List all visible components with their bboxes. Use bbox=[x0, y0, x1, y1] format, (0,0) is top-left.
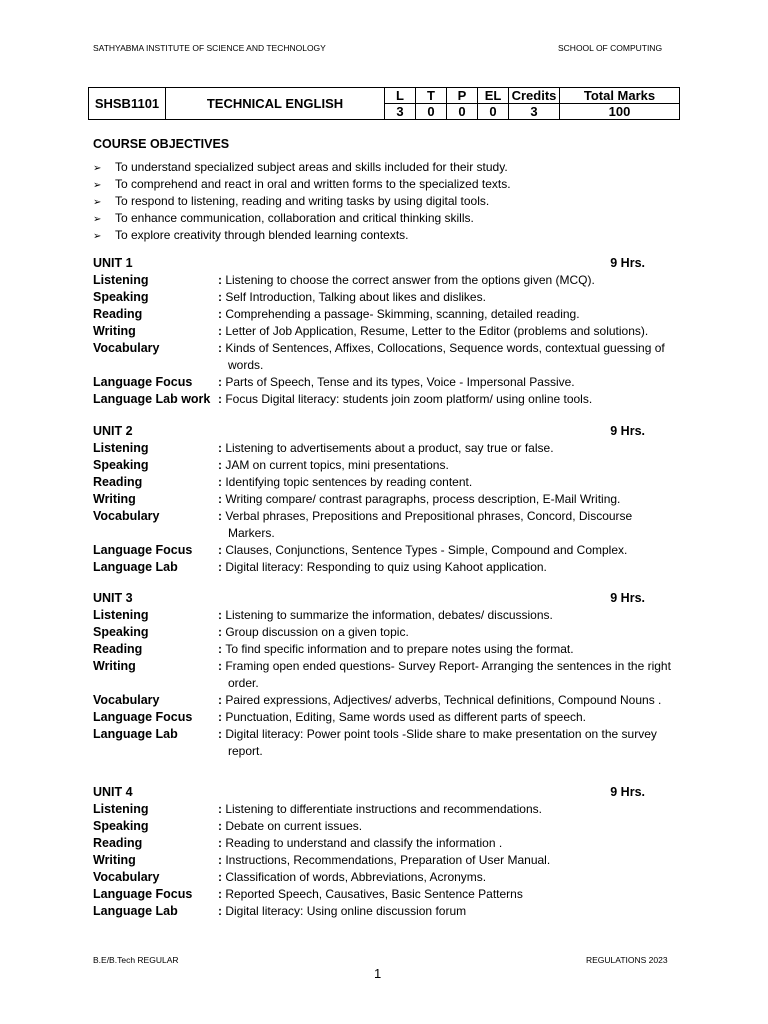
unit-row: Listening : Listening to advertisements about a product, say true or false. bbox=[93, 441, 554, 455]
arrowhead-bullet-icon: ➢ bbox=[93, 197, 102, 208]
unit-row: Listening : Listening to summarize the information, debates/ discussions. bbox=[93, 608, 553, 622]
unit-row: Speaking : JAM on current topics, mini presentations. bbox=[93, 458, 449, 472]
school-name: SCHOOL OF COMPUTING bbox=[558, 43, 663, 53]
row-label: Reading bbox=[93, 475, 143, 489]
row-value: Paired expressions, Adjectives/ adverbs, Technical definitions, Compound Nouns . bbox=[225, 693, 662, 707]
row-label: Language Lab bbox=[93, 560, 178, 574]
row-label: Language Focus bbox=[93, 543, 193, 557]
value-l: 3 bbox=[385, 104, 416, 120]
unit-row: Writing : Instructions, Recommendations, Preparation of User Manual. bbox=[93, 853, 551, 867]
value-el: 0 bbox=[478, 104, 509, 120]
value-p: 0 bbox=[447, 104, 478, 120]
row-value: Classification of words, Abbreviations, Acronyms. bbox=[225, 870, 487, 884]
unit-row: Language Lab : Digital literacy: Using online discussion forum bbox=[93, 904, 467, 918]
footer-regulations: REGULATIONS 2023 bbox=[586, 955, 668, 965]
row-label: Speaking bbox=[93, 819, 149, 833]
course-code: SHSB1101 bbox=[89, 88, 166, 120]
unit-row: Language Focus : Punctuation, Editing, Same words used as different parts of speech. bbox=[93, 710, 586, 724]
row-value: Digital literacy: Using online discussion forum bbox=[225, 904, 467, 918]
row-label: Listening bbox=[93, 608, 149, 622]
list-item bbox=[93, 227, 511, 244]
row-value: Letter of Job Application, Resume, Letter to the Editor (problems and solutions). bbox=[225, 324, 649, 338]
row-label: Writing bbox=[93, 492, 136, 506]
objectives-heading: COURSE OBJECTIVES bbox=[93, 137, 230, 151]
unit-title: UNIT 4 bbox=[93, 785, 133, 799]
row-label: Speaking bbox=[93, 625, 149, 639]
row-label: Listening bbox=[93, 441, 149, 455]
row-label: Vocabulary bbox=[93, 870, 160, 884]
row-value: Group discussion on a given topic. bbox=[225, 625, 409, 639]
unit-2-section bbox=[93, 423, 681, 576]
objectives-list bbox=[93, 159, 511, 244]
row-label: Vocabulary bbox=[93, 509, 160, 523]
row-label: Language Focus bbox=[93, 710, 193, 724]
unit-row: Vocabulary : Verbal phrases, Prepositions and Prepositional phrases, Concord, Discourse Markers. bbox=[93, 509, 633, 540]
objective-text: To explore creativity through blended learning contexts. bbox=[115, 228, 409, 242]
unit-row: Vocabulary : Classification of words, Abbreviations, Acronyms. bbox=[93, 870, 487, 884]
unit-row: Speaking : Self Introduction, Talking about likes and dislikes. bbox=[93, 290, 486, 304]
row-value: Listening to choose the correct answer from the options given (MCQ). bbox=[225, 273, 595, 287]
row-value: Comprehending a passage- Skimming, scanning, detailed reading. bbox=[225, 307, 580, 321]
unit-hours: 9 Hrs. bbox=[610, 256, 645, 270]
unit-row: Speaking : Debate on current issues. bbox=[93, 819, 363, 833]
unit-hours: 9 Hrs. bbox=[610, 424, 645, 438]
row-label: Language Focus bbox=[93, 375, 193, 389]
list-item bbox=[93, 176, 511, 193]
unit-row: Language Lab : Digital literacy: Responding to quiz using Kahoot application. bbox=[93, 560, 547, 574]
row-label: Writing bbox=[93, 324, 136, 338]
row-value: Parts of Speech, Tense and its types, Voice - Impersonal Passive. bbox=[225, 375, 575, 389]
unit-row: Language Lab : Digital literacy: Power point tools -Slide share to make presentation on the survey report. bbox=[93, 727, 657, 758]
unit-row: Listening : Listening to differentiate instructions and recommendations. bbox=[93, 802, 542, 816]
row-value: Debate on current issues. bbox=[225, 819, 363, 833]
objective-text: To comprehend and react in oral and written forms to the specialized texts. bbox=[115, 177, 511, 191]
course-info-table bbox=[88, 87, 680, 120]
unit-row: Vocabulary : Paired expressions, Adjectives/ adverbs, Technical definitions, Compound Nouns . bbox=[93, 693, 662, 707]
row-label: Writing bbox=[93, 659, 136, 673]
header-el: EL bbox=[478, 88, 509, 104]
arrowhead-bullet-icon: ➢ bbox=[93, 163, 102, 174]
row-value: Digital literacy: Responding to quiz using Kahoot application. bbox=[225, 560, 547, 574]
row-value: Framing open ended questions- Survey Report- Arranging the sentences in the right order. bbox=[225, 659, 671, 690]
list-item bbox=[93, 193, 511, 210]
row-value: Punctuation, Editing, Same words used as different parts of speech. bbox=[225, 710, 586, 724]
row-label: Language Lab bbox=[93, 727, 178, 741]
row-label: Reading bbox=[93, 307, 143, 321]
list-item bbox=[93, 159, 511, 176]
unit-row: Language Focus : Parts of Speech, Tense and its types, Voice - Impersonal Passive. bbox=[93, 375, 575, 389]
row-value: Digital literacy: Power point tools -Slide share to make presentation on the survey report. bbox=[225, 727, 657, 758]
unit-title: UNIT 3 bbox=[93, 591, 133, 605]
row-value: Listening to advertisements about a product, say true or false. bbox=[225, 441, 554, 455]
row-label: Writing bbox=[93, 853, 136, 867]
row-value: Clauses, Conjunctions, Sentence Types - Simple, Compound and Complex. bbox=[225, 543, 628, 557]
row-label: Listening bbox=[93, 273, 149, 287]
list-item bbox=[93, 210, 511, 227]
header-p: P bbox=[447, 88, 478, 104]
row-value: Self Introduction, Talking about likes and dislikes. bbox=[225, 290, 486, 304]
unit-row: Writing : Writing compare/ contrast paragraphs, process description, E-Mail Writing. bbox=[93, 492, 621, 506]
arrowhead-bullet-icon: ➢ bbox=[93, 214, 102, 225]
footer-program: B.E/B.Tech REGULAR bbox=[93, 955, 179, 965]
row-value: Kinds of Sentences, Affixes, Collocations, Sequence words, contextual guessing of words. bbox=[225, 341, 665, 372]
row-label: Speaking bbox=[93, 290, 149, 304]
row-value: Writing compare/ contrast paragraphs, process description, E-Mail Writing. bbox=[225, 492, 621, 506]
value-total-marks: 100 bbox=[560, 104, 680, 120]
unit-row: Speaking : Group discussion on a given topic. bbox=[93, 625, 409, 639]
unit-row: Vocabulary : Kinds of Sentences, Affixes, Collocations, Sequence words, contextual guessing of words. bbox=[93, 341, 665, 372]
unit-row: Language Focus : Clauses, Conjunctions, Sentence Types - Simple, Compound and Complex. bbox=[93, 543, 628, 557]
row-value: JAM on current topics, mini presentations. bbox=[225, 458, 449, 472]
unit-title: UNIT 2 bbox=[93, 424, 133, 438]
unit-row: Language Lab work : Focus Digital literacy: students join zoom platform/ using online tools. bbox=[93, 392, 593, 406]
value-credits: 3 bbox=[509, 104, 560, 120]
unit-hours: 9 Hrs. bbox=[610, 785, 645, 799]
objective-text: To enhance communication, collaboration and critical thinking skills. bbox=[115, 211, 474, 225]
unit-row: Reading : Comprehending a passage- Skimming, scanning, detailed reading. bbox=[93, 307, 580, 321]
course-title: TECHNICAL ENGLISH bbox=[166, 88, 385, 120]
unit-hours: 9 Hrs. bbox=[610, 591, 645, 605]
unit-3-section bbox=[93, 590, 681, 760]
row-label: Speaking bbox=[93, 458, 149, 472]
value-t: 0 bbox=[416, 104, 447, 120]
row-value: Instructions, Recommendations, Preparation of User Manual. bbox=[225, 853, 551, 867]
row-value: Listening to differentiate instructions and recommendations. bbox=[225, 802, 542, 816]
unit-row: Writing : Letter of Job Application, Resume, Letter to the Editor (problems and solutions). bbox=[93, 324, 649, 338]
unit-title: UNIT 1 bbox=[93, 256, 133, 270]
header-t: T bbox=[416, 88, 447, 104]
row-label: Listening bbox=[93, 802, 149, 816]
row-label: Reading bbox=[93, 642, 143, 656]
row-value: Focus Digital literacy: students join zoom platform/ using online tools. bbox=[225, 392, 593, 406]
unit-row: Reading : To find specific information and to prepare notes using the format. bbox=[93, 642, 574, 656]
row-label: Vocabulary bbox=[93, 341, 160, 355]
unit-row: Listening : Listening to choose the correct answer from the options given (MCQ). bbox=[93, 273, 595, 287]
row-label: Reading bbox=[93, 836, 143, 850]
unit-row: Reading : Reading to understand and classify the information . bbox=[93, 836, 503, 850]
row-value: To find specific information and to prepare notes using the format. bbox=[225, 642, 574, 656]
page-number: 1 bbox=[374, 966, 382, 981]
row-label: Language Lab work bbox=[93, 392, 211, 406]
header-l: L bbox=[385, 88, 416, 104]
objective-text: To respond to listening, reading and writing tasks by using digital tools. bbox=[115, 194, 490, 208]
arrowhead-bullet-icon: ➢ bbox=[93, 180, 102, 191]
row-value: Reported Speech, Causatives, Basic Sentence Patterns bbox=[225, 887, 523, 901]
row-label: Language Focus bbox=[93, 887, 193, 901]
unit-4-section bbox=[93, 784, 681, 920]
objective-text: To understand specialized subject areas and skills included for their study. bbox=[115, 160, 508, 174]
header-total-marks: Total Marks bbox=[560, 88, 680, 104]
row-label: Language Lab bbox=[93, 904, 178, 918]
unit-1-section bbox=[93, 255, 681, 408]
institute-name: SATHYABMA INSTITUTE OF SCIENCE AND TECHNOLOGY bbox=[93, 43, 326, 53]
unit-row: Writing : Framing open ended questions- Survey Report- Arranging the sentences in the right order. bbox=[93, 659, 671, 690]
unit-row: Language Focus : Reported Speech, Causatives, Basic Sentence Patterns bbox=[93, 887, 523, 901]
row-value: Verbal phrases, Prepositions and Prepositional phrases, Concord, Discourse Markers. bbox=[225, 509, 633, 540]
row-value: Listening to summarize the information, debates/ discussions. bbox=[225, 608, 553, 622]
header-credits: Credits bbox=[509, 88, 560, 104]
row-label: Vocabulary bbox=[93, 693, 160, 707]
unit-row: Reading : Identifying topic sentences by reading content. bbox=[93, 475, 473, 489]
row-value: Identifying topic sentences by reading content. bbox=[225, 475, 473, 489]
row-value: Reading to understand and classify the information . bbox=[225, 836, 503, 850]
arrowhead-bullet-icon: ➢ bbox=[93, 231, 102, 242]
